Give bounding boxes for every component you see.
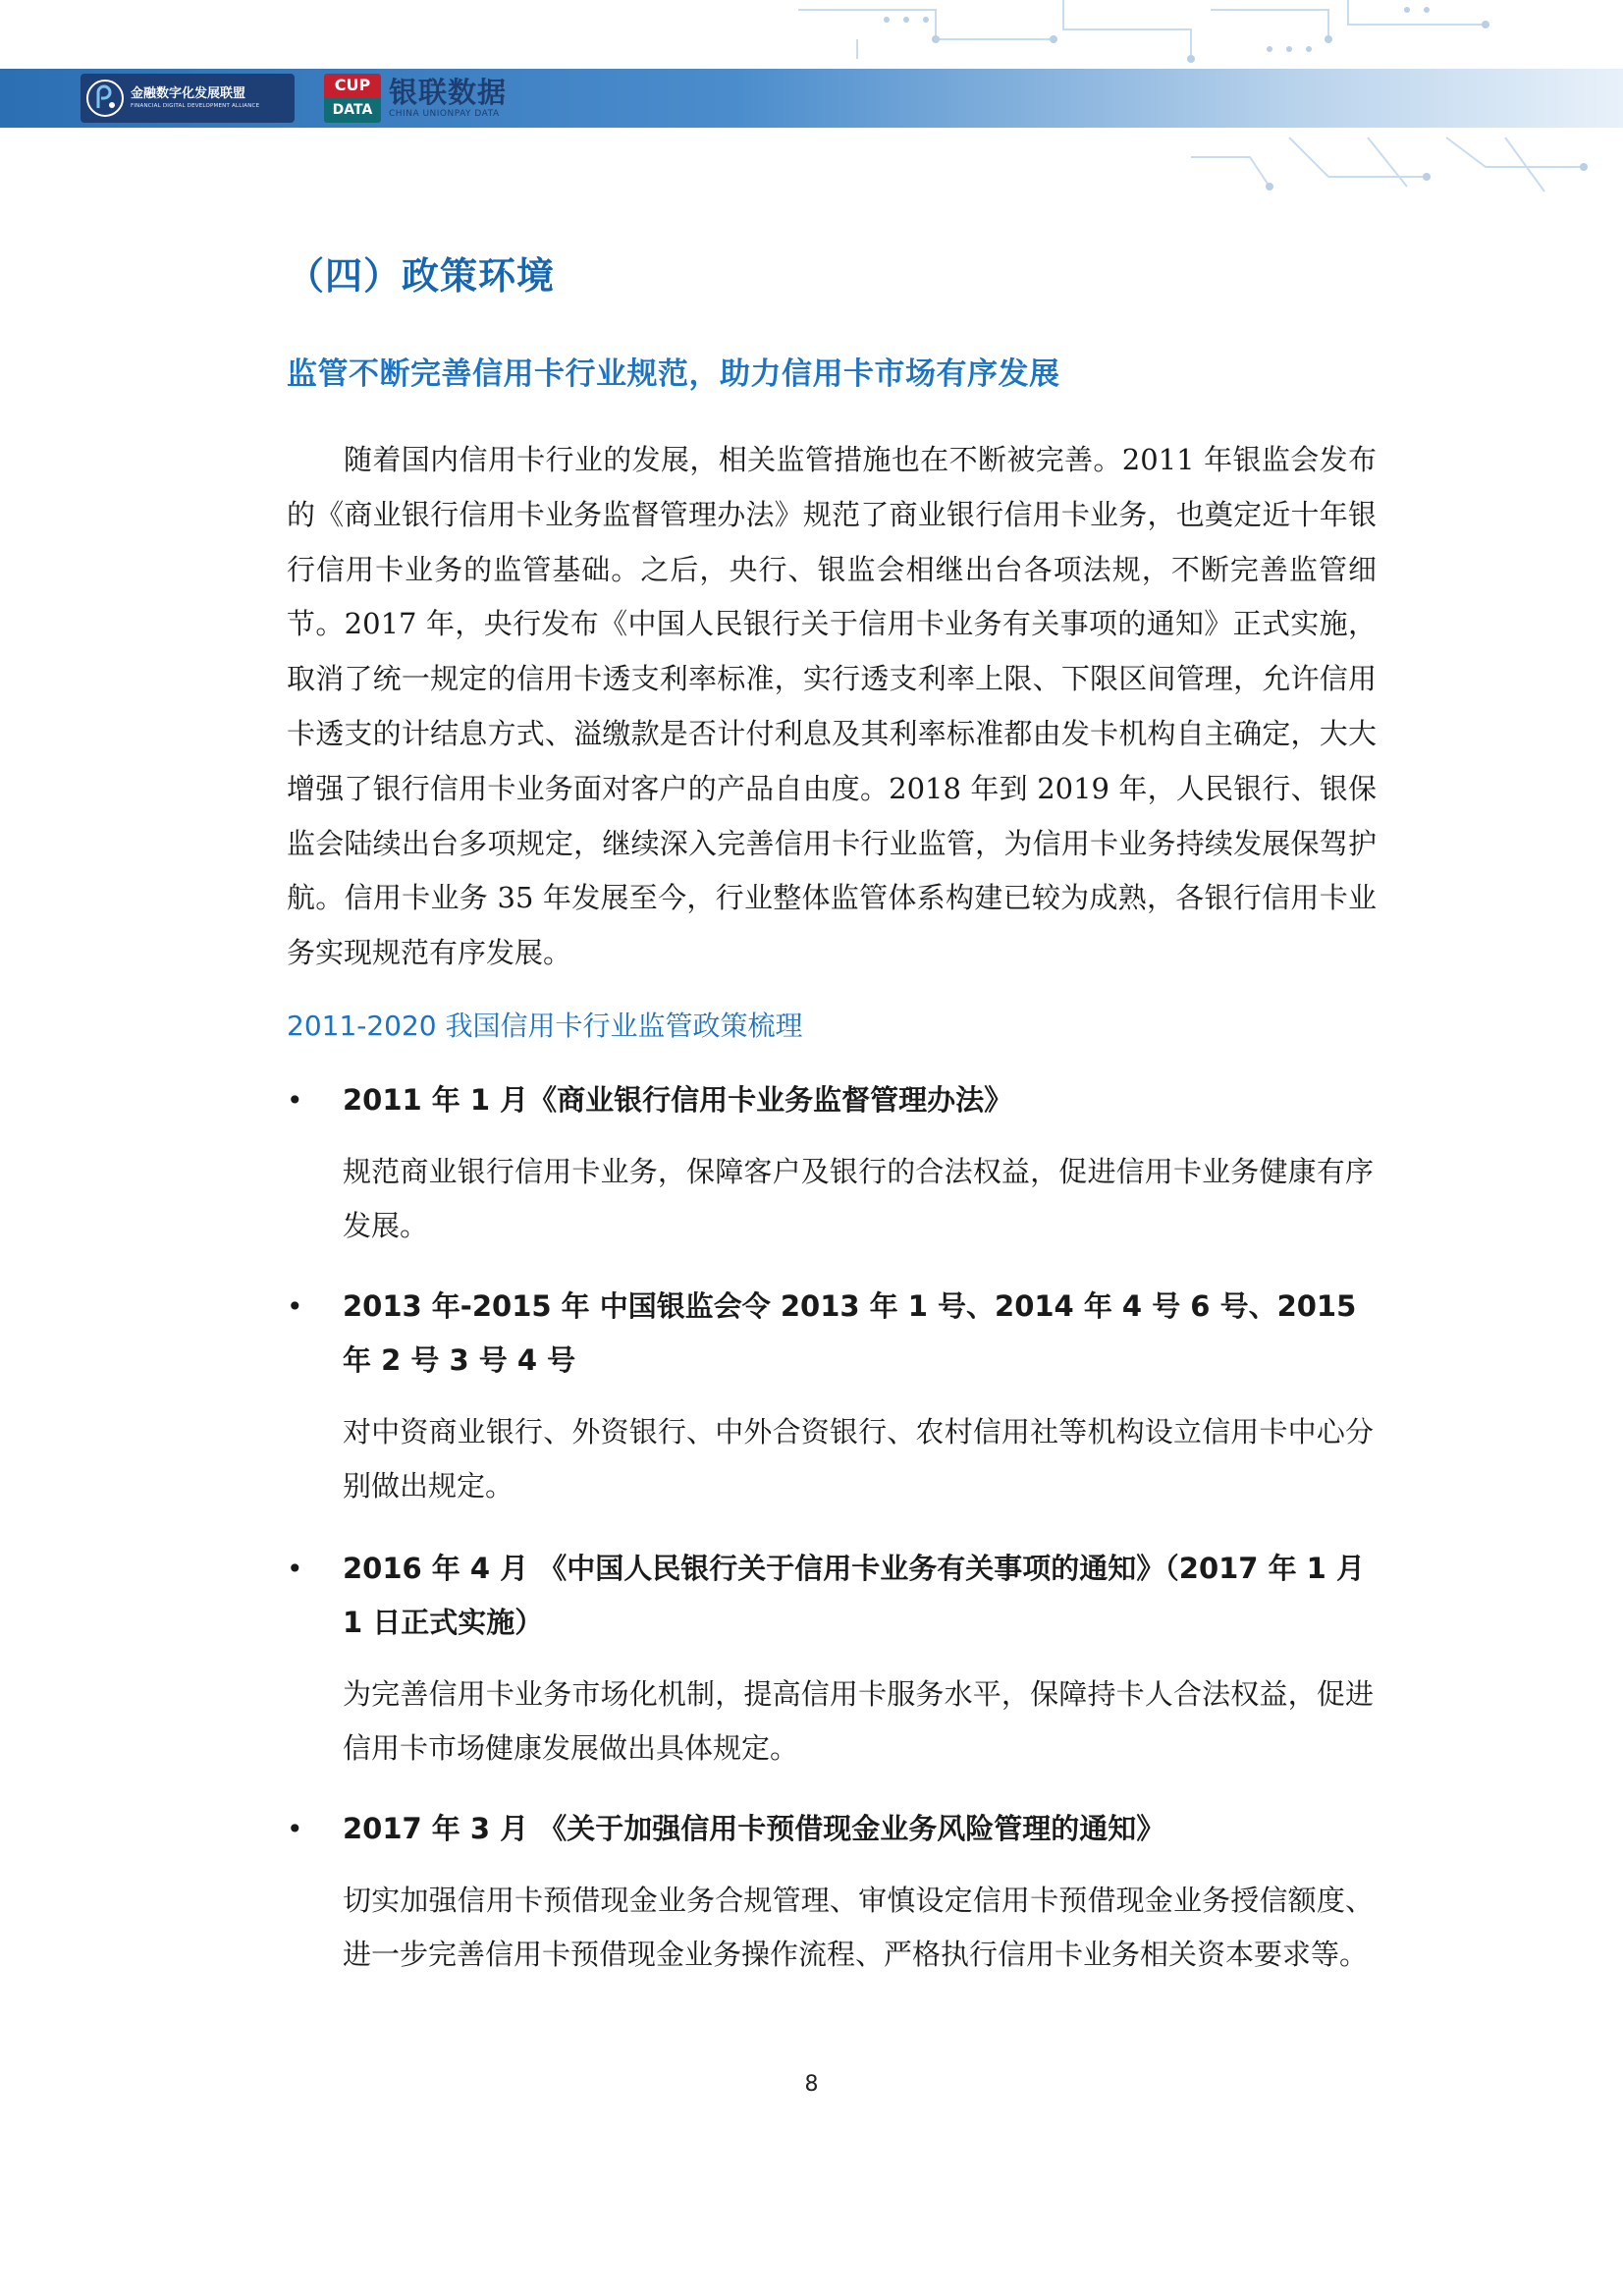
policy-entry — [287, 1542, 1386, 1776]
bullet: • — [287, 1084, 303, 1117]
page-number: 8 — [804, 2072, 819, 2097]
alliance-logo-en: FINANCIAL DIGITAL DEVELOPMENT ALLIANCE — [131, 102, 260, 109]
section-title: （四）政策环境 — [287, 254, 556, 298]
policy-entry — [287, 1073, 1386, 1253]
policy-entry-title: 2016 年 4 月 《中国人民银行关于信用卡业务有关事项的通知》（2017 年 1 月 1 日正式实施） — [343, 1552, 1365, 1639]
alliance-logo — [81, 74, 295, 123]
policy-entry-title: 2017 年 3 月 《关于加强信用卡预借现金业务风险管理的通知》 — [343, 1812, 1165, 1845]
alliance-logo-cn: 金融数字化发展联盟 — [131, 85, 246, 101]
cupdata-logo-en: CHINA UNIONPAY DATA — [389, 109, 500, 119]
policy-entry-description: 切实加强信用卡预借现金业务合规管理、审慎设定信用卡预借现金业务授信额度、进一步完善信用卡预借现金业务操作流程、严格执行信用卡业务相关资本要求等。 — [343, 1884, 1374, 1971]
cupdata-badge-bottom: DATA — [324, 97, 381, 123]
policy-entry-description: 对中资商业银行、外资银行、中外合资银行、农村信用社等机构设立信用卡中心分别做出规定。 — [343, 1415, 1374, 1503]
policy-entry-description: 为完善信用卡业务市场化机制，提高信用卡服务水平，保障持卡人合法权益，促进信用卡市场健康发展做出具体规定。 — [343, 1677, 1374, 1765]
bullet: • — [287, 1813, 303, 1845]
policy-entry-description: 规范商业银行信用卡业务，保障客户及银行的合法权益，促进信用卡业务健康有序发展。 — [343, 1155, 1374, 1242]
policy-entry-title: 2011 年 1 月《商业银行信用卡业务监督管理办法》 — [343, 1083, 1013, 1117]
cupdata-logo-cn: 银联数据 — [389, 76, 508, 109]
bullet: • — [287, 1290, 303, 1323]
policy-list-title: 2011-2020 我国信用卡行业监管政策梳理 — [287, 1010, 803, 1042]
cupdata-badge-top: CUP — [324, 74, 381, 97]
policy-entry — [287, 1802, 1386, 1982]
page-header — [0, 0, 1623, 196]
cupdata-badge-icon — [324, 74, 381, 123]
bullet: • — [287, 1553, 303, 1585]
policy-entry — [287, 1280, 1386, 1513]
cupdata-logo — [324, 73, 560, 124]
intro-paragraph: 随着国内信用卡行业的发展，相关监管措施也在不断被完善。2011 年银监会发布的《商业银行信用卡业务监督管理办法》规范了商业银行信用卡业务，也奠定近十年银行信用卡业务的监管基础。之后，央行、银监会相继出台各项法规，不断完善监管细节。2017 年，央行发布《中国人民银行关于信用卡业务有关事项的通知》正式实施，取消了统一规定的信用卡透支利率标准，实行透支利率上限、下限区间管理，允许信用卡透支的计结息方式、溢缴款是否计付利息及其利率标准都由发卡机构自主确定，大大增强了银行信用卡业务面对客户的产品自由度。2018 年到 2019 年，人民银行、银保监会陆续出台多项规定，继续深入完善信用卡行业监管，为信用卡业务持续发展保驾护航。信用卡业务 35 年发展至今，行业整体监管体系构建已较为成熟，各银行信用卡业务实现规范有序发展。 — [287, 443, 1377, 970]
policy-entry-title: 2013 年-2015 年 中国银监会令 2013 年 1 号、2014 年 4 号 6 号、2015 年 2 号 3 号 4 号 — [343, 1289, 1357, 1377]
subtitle: 监管不断完善信用卡行业规范，助力信用卡市场有序发展 — [287, 356, 1060, 392]
alliance-logo-icon — [85, 79, 125, 118]
